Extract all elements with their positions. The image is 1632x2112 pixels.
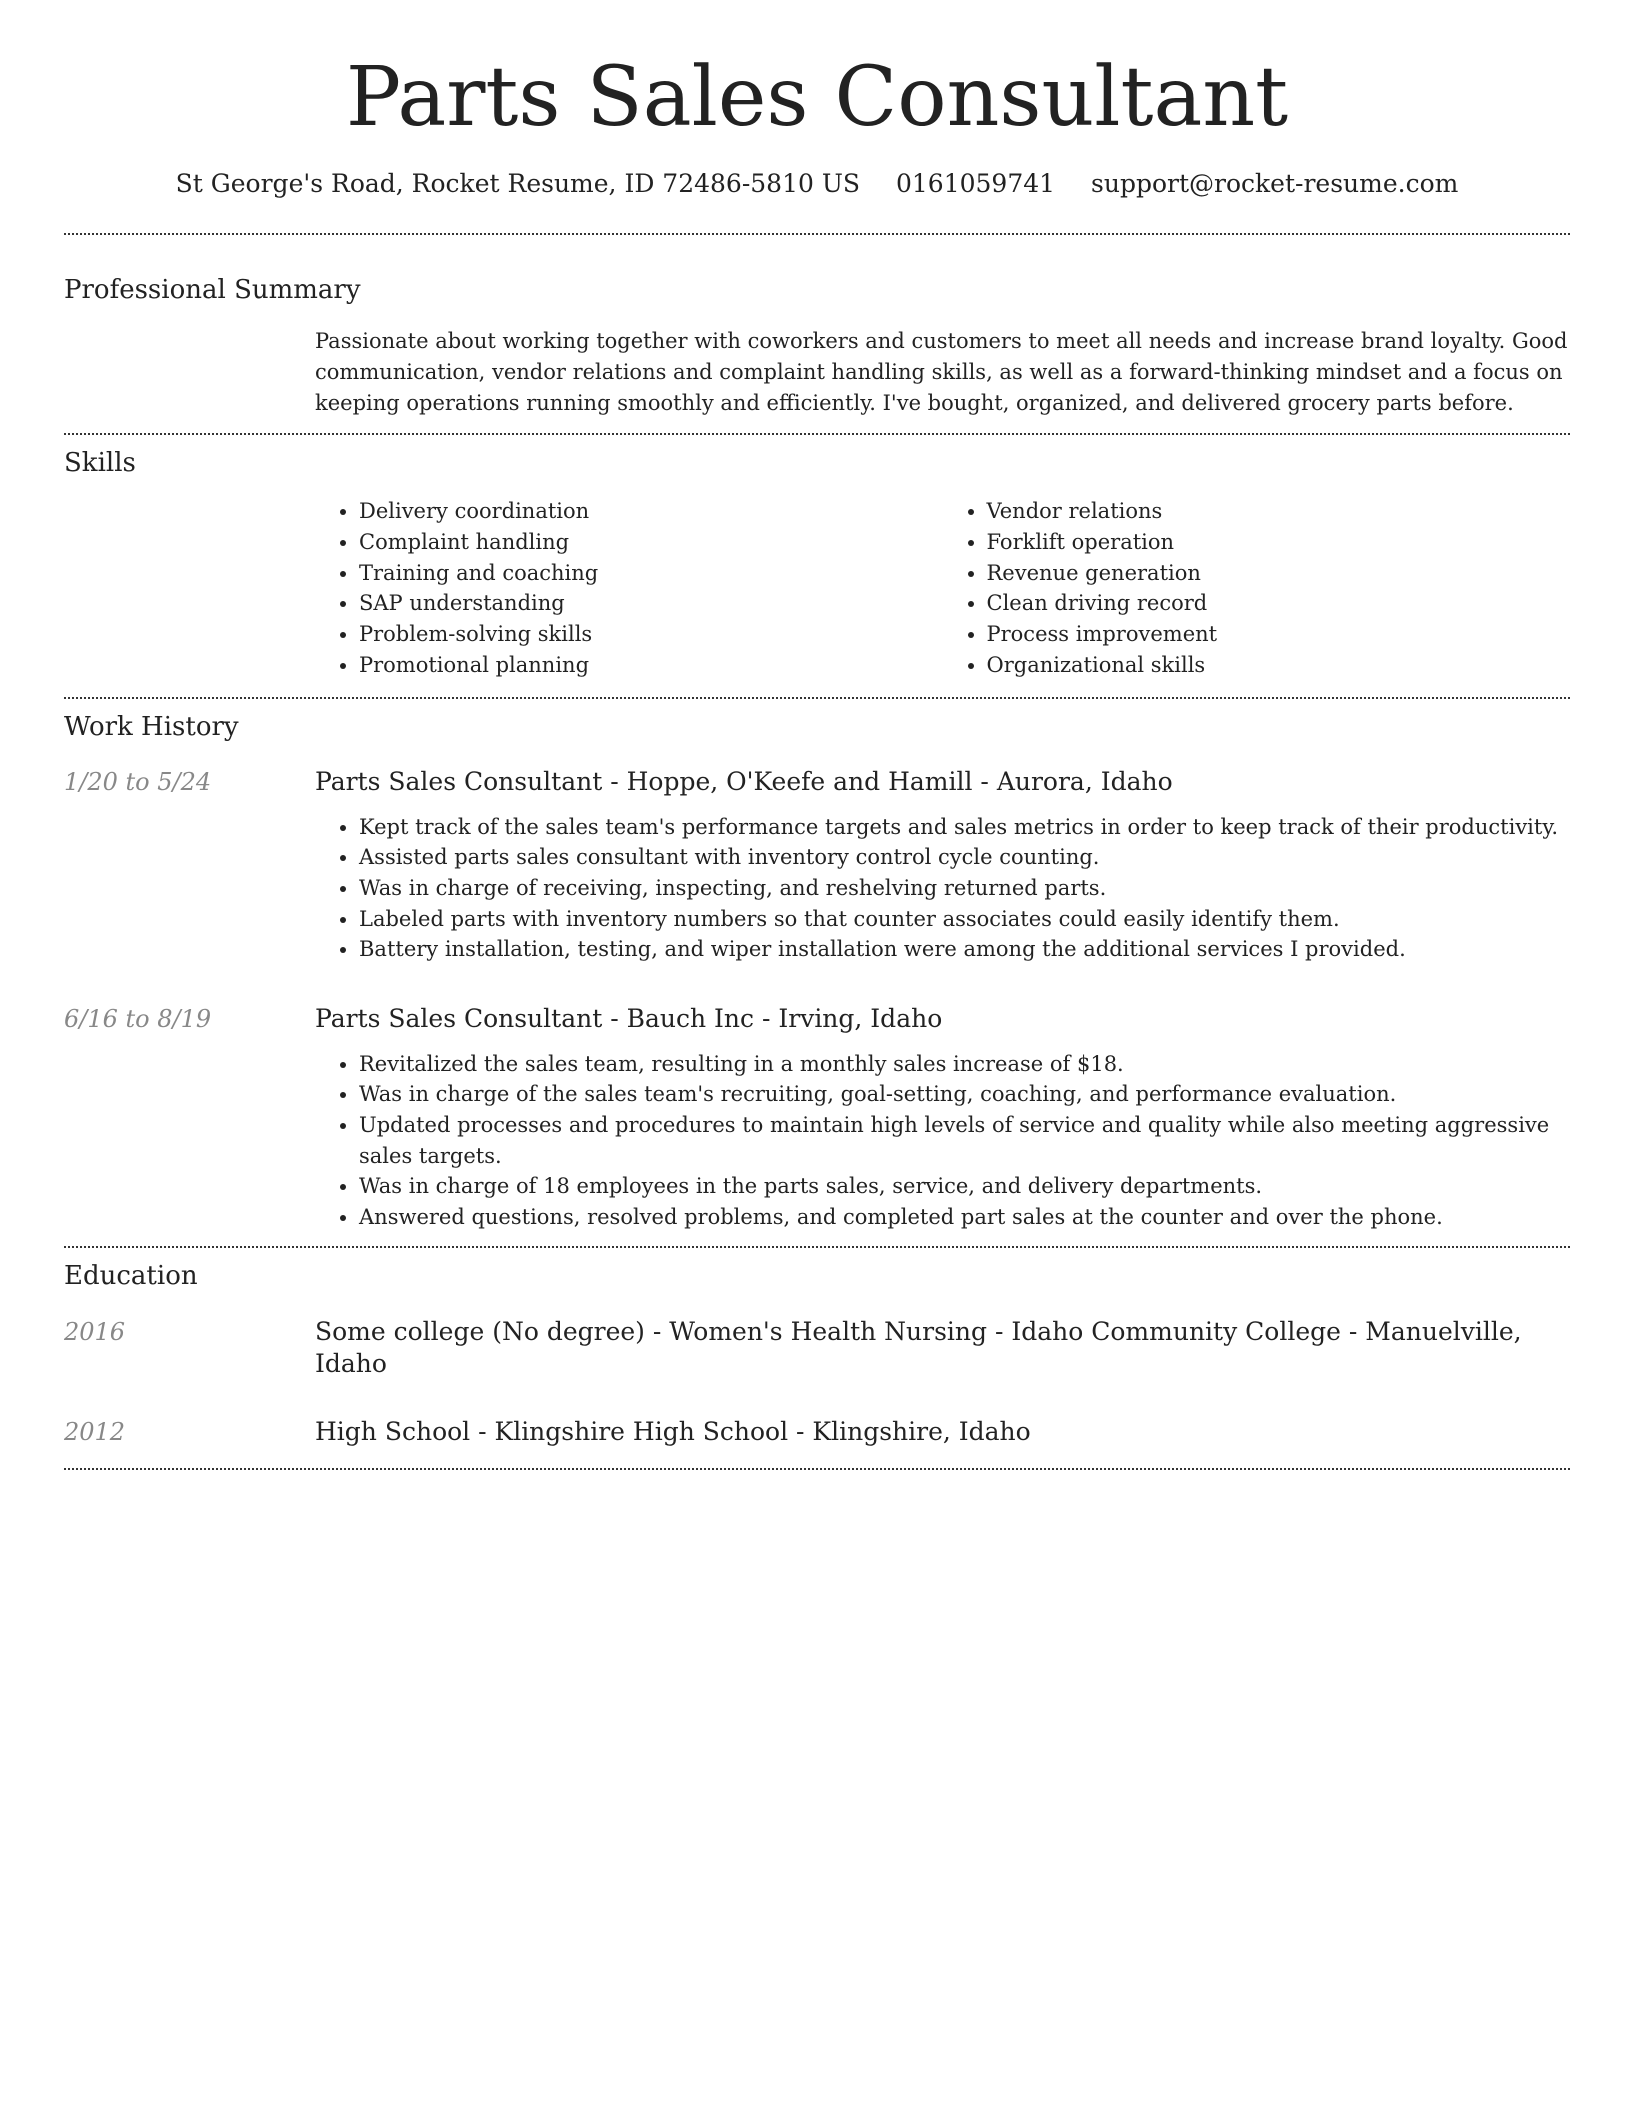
job-bullet: • Assisted parts sales consultant with inventory control cycle counting. [359, 842, 1570, 873]
education-entry [64, 1416, 1570, 1448]
skill-item: • SAP understanding [359, 588, 943, 619]
contact-line [64, 169, 1570, 199]
job-dates: 1/20 to 5/24 [64, 767, 212, 796]
job-bullet: • Was in charge of receiving, inspecting, and reshelving returned parts. [359, 873, 1570, 904]
work-section [64, 712, 1570, 1233]
job-bullet: • Battery installation, testing, and wiper installation were among the additional services I provided. [359, 934, 1570, 965]
job-bullet: • Revitalized the sales team, resulting in a monthly sales increase of $18. [359, 1049, 1570, 1080]
section-title-summary: Professional Summary [64, 275, 361, 305]
skill-item: • Delivery coordination [359, 496, 943, 527]
section-title-skills: Skills [64, 448, 136, 478]
contact-email: support@rocket-resume.com [1091, 169, 1459, 198]
education-text: High School - Klingshire High School - Klingshire, Idaho [315, 1417, 1031, 1447]
skills-list-left [315, 496, 943, 681]
education-text: Some college (No degree) - Women's Health Nursing - Idaho Community College - Manuelville, Idaho [315, 1317, 1522, 1379]
job-title: Parts Sales Consultant - Bauch Inc - Irving, Idaho [315, 1003, 943, 1033]
job-bullet: • Kept track of the sales team's performance targets and sales metrics in order to keep track of their productivity. [359, 812, 1570, 843]
section-title-education: Education [64, 1261, 198, 1292]
contact-phone: 0161059741 [896, 169, 1056, 198]
skill-item: • Training and coaching [359, 558, 943, 589]
summary-text: Passionate about working together with coworkers and customers to meet all needs and increase brand loyalty. Good communication, vendor relations and complaint handling skills, as well as a forward-thinking mindset and a focus on keeping operations running smoothly and efficiently. I've bought, organized, and delivered grocery parts before. [315, 329, 1568, 415]
job-bullet: • Answered questions, resolved problems, and completed part sales at the counter and over the phone. [359, 1202, 1570, 1233]
education-section [64, 1261, 1570, 1448]
skill-item: • Forklift operation [987, 527, 1571, 558]
divider [64, 233, 1570, 235]
skill-item: • Promotional planning [359, 650, 943, 681]
job-bullet: • Labeled parts with inventory numbers so that counter associates could easily identify them. [359, 904, 1570, 935]
skill-item: • Organizational skills [987, 650, 1571, 681]
job-entry [64, 766, 1570, 965]
skills-section [64, 448, 1570, 681]
education-entry [64, 1316, 1570, 1380]
resume-page [64, 0, 1570, 1470]
job-bullet: • Was in charge of the sales team's recruiting, goal-setting, coaching, and performance evaluation. [359, 1079, 1570, 1110]
skill-item: • Problem-solving skills [359, 619, 943, 650]
job-bullets [315, 1049, 1570, 1233]
skills-list-right [943, 496, 1571, 681]
candidate-name: Parts Sales Consultant [345, 50, 1289, 145]
job-bullets [315, 812, 1570, 965]
job-entry [64, 1003, 1570, 1233]
skill-item: • Vendor relations [987, 496, 1571, 527]
education-year: 2012 [64, 1418, 126, 1447]
divider [64, 1468, 1570, 1470]
job-bullet: • Updated processes and procedures to maintain high levels of service and quality while also meeting aggressive sales targets. [359, 1110, 1570, 1171]
job-bullet: • Was in charge of 18 employees in the parts sales, service, and delivery departments. [359, 1171, 1570, 1202]
summary-section [64, 275, 1570, 419]
skill-item: • Revenue generation [987, 558, 1571, 589]
divider [64, 433, 1570, 435]
job-dates: 6/16 to 8/19 [64, 1004, 212, 1033]
skill-item: • Complaint handling [359, 527, 943, 558]
section-title-work: Work History [64, 711, 239, 742]
divider [64, 1246, 1570, 1248]
skill-item: • Clean driving record [987, 588, 1571, 619]
education-year: 2016 [64, 1318, 126, 1347]
divider [64, 697, 1570, 699]
skill-item: • Process improvement [987, 619, 1571, 650]
contact-address: St George's Road, Rocket Resume, ID 72486-5810 US [175, 169, 861, 198]
job-title: Parts Sales Consultant - Hoppe, O'Keefe and Hamill - Aurora, Idaho [315, 766, 1173, 796]
